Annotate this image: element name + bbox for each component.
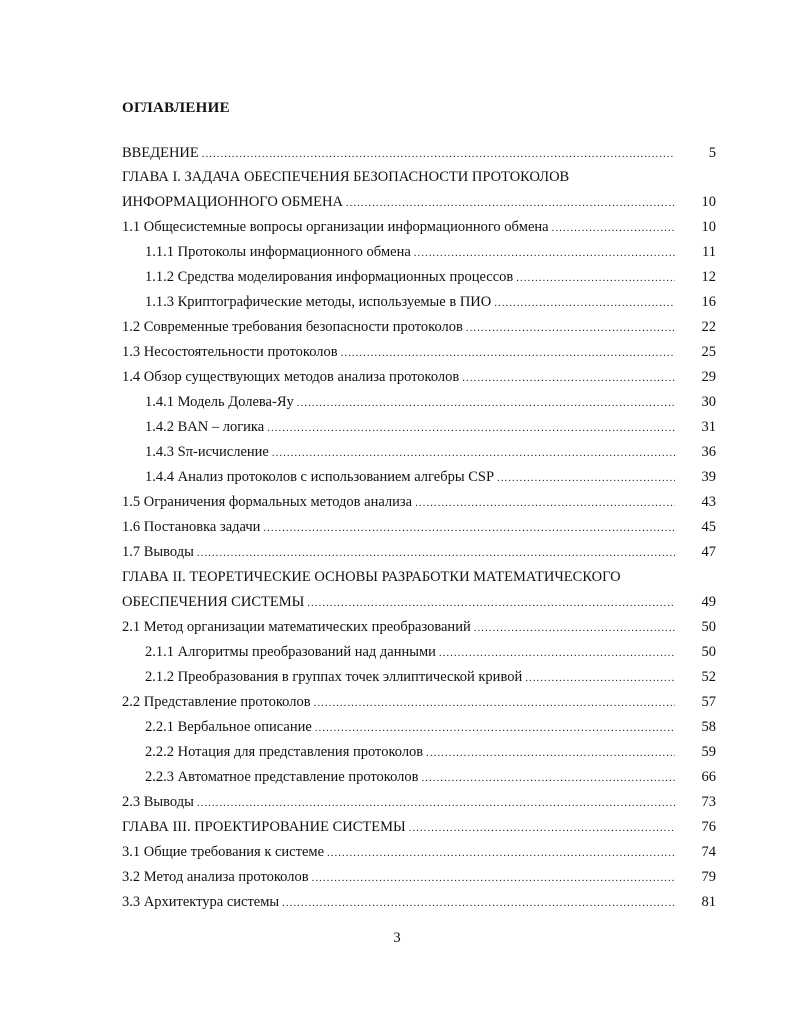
toc-leader [272, 443, 675, 463]
toc-leader [307, 593, 675, 613]
toc-entry-text: 1.2 Современные требования безопасности протоколов [122, 319, 463, 335]
toc-entry [122, 492, 716, 512]
page-number: 3 [393, 930, 401, 946]
toc-leader [439, 643, 675, 663]
toc-entry-page: 10 [701, 194, 716, 210]
toc-chapter-heading: ГЛАВА II. ТЕОРЕТИЧЕСКИЕ ОСНОВЫ РАЗРАБОТКИ МАТЕМАТИЧЕСКОГО [122, 569, 621, 585]
toc-leader [462, 368, 675, 388]
toc-leader [315, 718, 675, 738]
toc-entry [122, 892, 716, 912]
toc-entry-text: 1.4 Обзор существующих методов анализа протоколов [122, 369, 460, 385]
toc-entry [145, 767, 716, 787]
toc-entry-page: 74 [701, 844, 716, 860]
toc-leader [297, 393, 675, 413]
toc-entry [122, 617, 716, 637]
toc-leader [474, 618, 675, 638]
toc-entry-page: 50 [701, 619, 716, 635]
toc-entry-page: 22 [701, 319, 716, 335]
toc-entry [122, 143, 716, 163]
toc-leader [267, 418, 675, 438]
toc-entry [145, 242, 716, 262]
toc-entry-text: 2.1.2 Преобразования в группах точек эллиптической кривой [145, 669, 523, 685]
toc-entry-text: 2.2.3 Автоматное представление протоколов [145, 769, 419, 785]
toc-entry [122, 217, 716, 237]
toc-entry-page: 76 [701, 819, 716, 835]
toc-entry [122, 192, 716, 212]
toc-entry-page: 11 [702, 244, 716, 260]
toc-entry-text: 1.1.1 Протоколы информационного обмена [145, 244, 411, 260]
toc-entry [122, 842, 716, 862]
toc-leader [552, 218, 675, 238]
toc-leader [516, 268, 675, 288]
toc-leader [426, 743, 675, 763]
toc-entry-page: 39 [701, 469, 716, 485]
toc-leader [466, 318, 675, 338]
toc-entry [145, 392, 716, 412]
toc-entry [122, 342, 716, 362]
toc-entry [145, 417, 716, 437]
toc-entry [145, 267, 716, 287]
toc-entry-page: 49 [701, 594, 716, 610]
toc-entry-text: ИНФОРМАЦИОННОГО ОБМЕНА [122, 194, 343, 210]
toc-entry-page: 36 [701, 444, 716, 460]
toc-entry-text: 1.1.3 Криптографические методы, используемые в ПИО [145, 294, 492, 310]
toc-entry-page: 30 [701, 394, 716, 410]
toc-entry [145, 292, 716, 312]
toc-entry-text: 3.3 Архитектура системы [122, 894, 280, 910]
toc-entry-text: 1.7 Выводы [122, 544, 194, 560]
toc-leader [497, 468, 675, 488]
toc-entry-text: 2.2.2 Нотация для представления протоколов [145, 744, 424, 760]
toc-entry-page: 10 [701, 219, 716, 235]
toc-entry-page: 59 [701, 744, 716, 760]
toc-leader [346, 193, 675, 213]
toc-leader [414, 243, 675, 263]
toc-entry-text: 2.2 Представление протоколов [122, 694, 311, 710]
toc-leader [327, 843, 675, 863]
toc-entry [122, 517, 716, 537]
toc-leader [312, 868, 675, 888]
toc-entry-page: 66 [701, 769, 716, 785]
toc-leader [422, 768, 675, 788]
toc-leader [197, 793, 675, 813]
toc-entry-text: 1.1.2 Средства моделирования информационных процессов [145, 269, 514, 285]
toc-entry-text: 1.4.2 BAN – логика [145, 419, 265, 435]
toc-entry [145, 667, 716, 687]
toc-entry-page: 16 [701, 294, 716, 310]
toc-entry-text: 1.4.4 Анализ протоколов с использованием алгебры CSP [145, 469, 495, 485]
toc-entry [122, 867, 716, 887]
toc-entry-page: 81 [701, 894, 716, 910]
toc-leader [263, 518, 675, 538]
toc-entry-text: 1.4.3 Sπ-исчисление [145, 444, 269, 460]
toc-entry-text: 1.5 Ограничения формальных методов анализа [122, 494, 413, 510]
toc-entry-text: ВВЕДЕНИЕ [122, 145, 199, 161]
toc-entry [122, 542, 716, 562]
toc-entry [145, 442, 716, 462]
toc-entry [145, 467, 716, 487]
toc-entry [122, 792, 716, 812]
toc-entry-page: 57 [701, 694, 716, 710]
toc-entry-text: 1.6 Постановка задачи [122, 519, 261, 535]
toc-entry-page: 45 [701, 519, 716, 535]
toc-entry [122, 817, 716, 837]
toc-entry-text: 1.1 Общесистемные вопросы организации информационного обмена [122, 219, 549, 235]
toc-entry-text: 2.3 Выводы [122, 794, 194, 810]
toc-leader [314, 693, 675, 713]
toc-entry-page: 43 [701, 494, 716, 510]
toc-entry-page: 47 [701, 544, 716, 560]
toc-entry [122, 317, 716, 337]
toc-chapter-heading: ГЛАВА I. ЗАДАЧА ОБЕСПЕЧЕНИЯ БЕЗОПАСНОСТИ ПРОТОКОЛОВ [122, 169, 570, 185]
toc-entry-text: 3.2 Метод анализа протоколов [122, 869, 309, 885]
toc-entry [145, 717, 716, 737]
toc-entry-page: 52 [701, 669, 716, 685]
toc-leader [202, 144, 675, 164]
toc-leader [282, 893, 675, 913]
toc-entry-text: 2.1 Метод организации математических преобразований [122, 619, 471, 635]
toc-leader [409, 818, 675, 838]
toc-entry [122, 592, 716, 612]
toc-entry-text: 1.3 Несостоятельности протоколов [122, 344, 338, 360]
toc-leader [341, 343, 675, 363]
toc-entry-page: 79 [701, 869, 716, 885]
toc-entry-page: 5 [708, 145, 716, 161]
toc-entry-text: ГЛАВА III. ПРОЕКТИРОВАНИЕ СИСТЕМЫ [122, 819, 406, 835]
toc-entry [122, 367, 716, 387]
toc-leader [525, 668, 675, 688]
toc-entry [122, 692, 716, 712]
toc-leader [415, 493, 675, 513]
toc-entry-page: 29 [701, 369, 716, 385]
toc-leader [494, 293, 675, 313]
toc-entry [145, 742, 716, 762]
toc-entry-text: 2.2.1 Вербальное описание [145, 719, 312, 735]
toc-entry-page: 12 [701, 269, 716, 285]
toc-entry-page: 58 [701, 719, 716, 735]
toc-title: ОГЛАВЛЕНИЕ [122, 100, 230, 116]
toc-entry-page: 31 [701, 419, 716, 435]
toc-entry-text: 3.1 Общие требования к системе [122, 844, 325, 860]
toc-leader [197, 543, 675, 563]
toc-entry-page: 25 [701, 344, 716, 360]
toc-entry-page: 50 [701, 644, 716, 660]
toc-entry [145, 642, 716, 662]
toc-entry-text: ОБЕСПЕЧЕНИЯ СИСТЕМЫ [122, 594, 305, 610]
toc-entry-page: 73 [701, 794, 716, 810]
toc-entry-text: 2.1.1 Алгоритмы преобразований над данными [145, 644, 436, 660]
toc-entry-text: 1.4.1 Модель Долева-Яу [145, 394, 294, 410]
